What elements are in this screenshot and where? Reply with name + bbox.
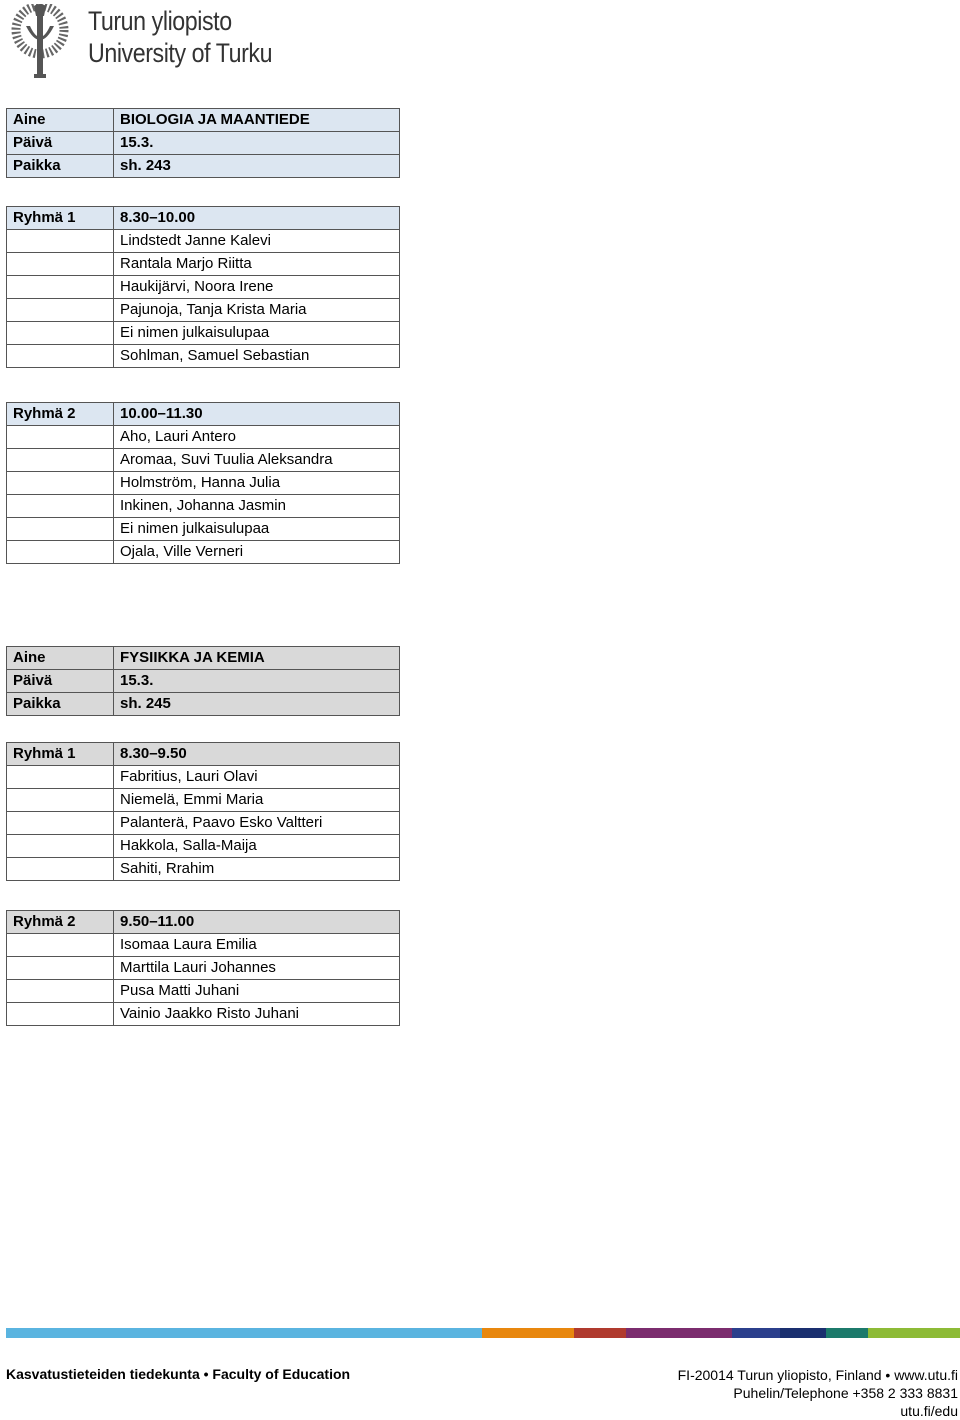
contact-info <box>678 1366 958 1420</box>
info-value: FYSIIKKA JA KEMIA <box>114 647 400 670</box>
university-name-en: University of Turku <box>88 38 273 68</box>
info-label: Paikka <box>7 693 114 716</box>
section-2-group-1-table <box>6 742 400 881</box>
section-1-group-2-table <box>6 402 400 564</box>
student-name: Aromaa, Suvi Tuulia Aleksandra <box>114 449 400 472</box>
faculty-name: Kasvatustieteiden tiedekunta • Faculty of Education <box>6 1366 351 1382</box>
student-name: Fabritius, Lauri Olavi <box>114 766 400 789</box>
phone-line: Puhelin/Telephone +358 2 333 8831 <box>733 1385 958 1401</box>
name-row <box>7 299 400 322</box>
student-name: Marttila Lauri Johannes <box>114 957 400 980</box>
info-label: Paikka <box>7 155 114 178</box>
color-segment <box>574 1328 626 1338</box>
student-name: Palanterä, Paavo Esko Valtteri <box>114 812 400 835</box>
name-row <box>7 541 400 564</box>
info-row-subject <box>7 647 400 670</box>
color-segment <box>626 1328 732 1338</box>
color-segment <box>6 1328 482 1338</box>
info-row-date <box>7 132 400 155</box>
address-line: FI-20014 Turun yliopisto, Finland • www.utu.fi <box>677 1367 958 1383</box>
group-label: Ryhmä 1 <box>7 743 114 766</box>
info-value: BIOLOGIA JA MAANTIEDE <box>114 109 400 132</box>
group-header-row <box>7 911 400 934</box>
student-name: Hakkola, Salla-Maija <box>114 835 400 858</box>
student-name: Rantala Marjo Riitta <box>114 253 400 276</box>
name-row <box>7 426 400 449</box>
student-name: Aho, Lauri Antero <box>114 426 400 449</box>
group-time: 8.30–9.50 <box>114 743 400 766</box>
info-label: Aine <box>7 109 114 132</box>
color-segment <box>826 1328 868 1338</box>
student-name: Sohlman, Samuel Sebastian <box>114 345 400 368</box>
torch-emblem-icon <box>6 4 76 82</box>
student-name: Haukijärvi, Noora Irene <box>114 276 400 299</box>
info-row-location <box>7 155 400 178</box>
student-name: Isomaa Laura Emilia <box>114 934 400 957</box>
name-row <box>7 472 400 495</box>
info-value: sh. 243 <box>114 155 400 178</box>
university-logo <box>6 4 276 82</box>
name-row <box>7 934 400 957</box>
group-header-row <box>7 403 400 426</box>
student-name: Vainio Jaakko Risto Juhani <box>114 1003 400 1026</box>
name-row <box>7 449 400 472</box>
name-row <box>7 835 400 858</box>
university-name-fi: Turun yliopisto <box>88 6 232 36</box>
name-row <box>7 495 400 518</box>
info-row-location <box>7 693 400 716</box>
group-header-row <box>7 743 400 766</box>
student-name: Ei nimen julkaisulupaa <box>114 322 400 345</box>
color-segment <box>732 1328 780 1338</box>
section-1-group-1-table <box>6 206 400 368</box>
color-segment <box>780 1328 826 1338</box>
student-name: Pajunoja, Tanja Krista Maria <box>114 299 400 322</box>
info-value: 15.3. <box>114 132 400 155</box>
info-label: Aine <box>7 647 114 670</box>
info-row-date <box>7 670 400 693</box>
name-row <box>7 518 400 541</box>
group-label: Ryhmä 2 <box>7 403 114 426</box>
group-header-row <box>7 207 400 230</box>
group-time: 9.50–11.00 <box>114 911 400 934</box>
name-row <box>7 980 400 1003</box>
name-row <box>7 789 400 812</box>
web-link[interactable]: utu.fi/edu <box>900 1403 958 1419</box>
student-name: Ei nimen julkaisulupaa <box>114 518 400 541</box>
name-row <box>7 957 400 980</box>
name-row <box>7 812 400 835</box>
student-name: Pusa Matti Juhani <box>114 980 400 1003</box>
name-row <box>7 276 400 299</box>
student-name: Lindstedt Janne Kalevi <box>114 230 400 253</box>
info-label: Päivä <box>7 132 114 155</box>
info-value: 15.3. <box>114 670 400 693</box>
info-label: Päivä <box>7 670 114 693</box>
color-segment <box>868 1328 960 1338</box>
student-name: Ojala, Ville Verneri <box>114 541 400 564</box>
student-name: Inkinen, Johanna Jasmin <box>114 495 400 518</box>
group-label: Ryhmä 2 <box>7 911 114 934</box>
name-row <box>7 230 400 253</box>
group-label: Ryhmä 1 <box>7 207 114 230</box>
name-row <box>7 766 400 789</box>
info-row-subject <box>7 109 400 132</box>
group-time: 10.00–11.30 <box>114 403 400 426</box>
name-row <box>7 322 400 345</box>
color-segment <box>482 1328 574 1338</box>
section-2-info-table <box>6 646 400 716</box>
section-2-group-2-table <box>6 910 400 1026</box>
name-row <box>7 858 400 881</box>
info-value: sh. 245 <box>114 693 400 716</box>
name-row <box>7 253 400 276</box>
section-1-info-table <box>6 108 400 178</box>
student-name: Niemelä, Emmi Maria <box>114 789 400 812</box>
name-row <box>7 345 400 368</box>
student-name: Holmström, Hanna Julia <box>114 472 400 495</box>
name-row <box>7 1003 400 1026</box>
student-name: Sahiti, Rrahim <box>114 858 400 881</box>
group-time: 8.30–10.00 <box>114 207 400 230</box>
